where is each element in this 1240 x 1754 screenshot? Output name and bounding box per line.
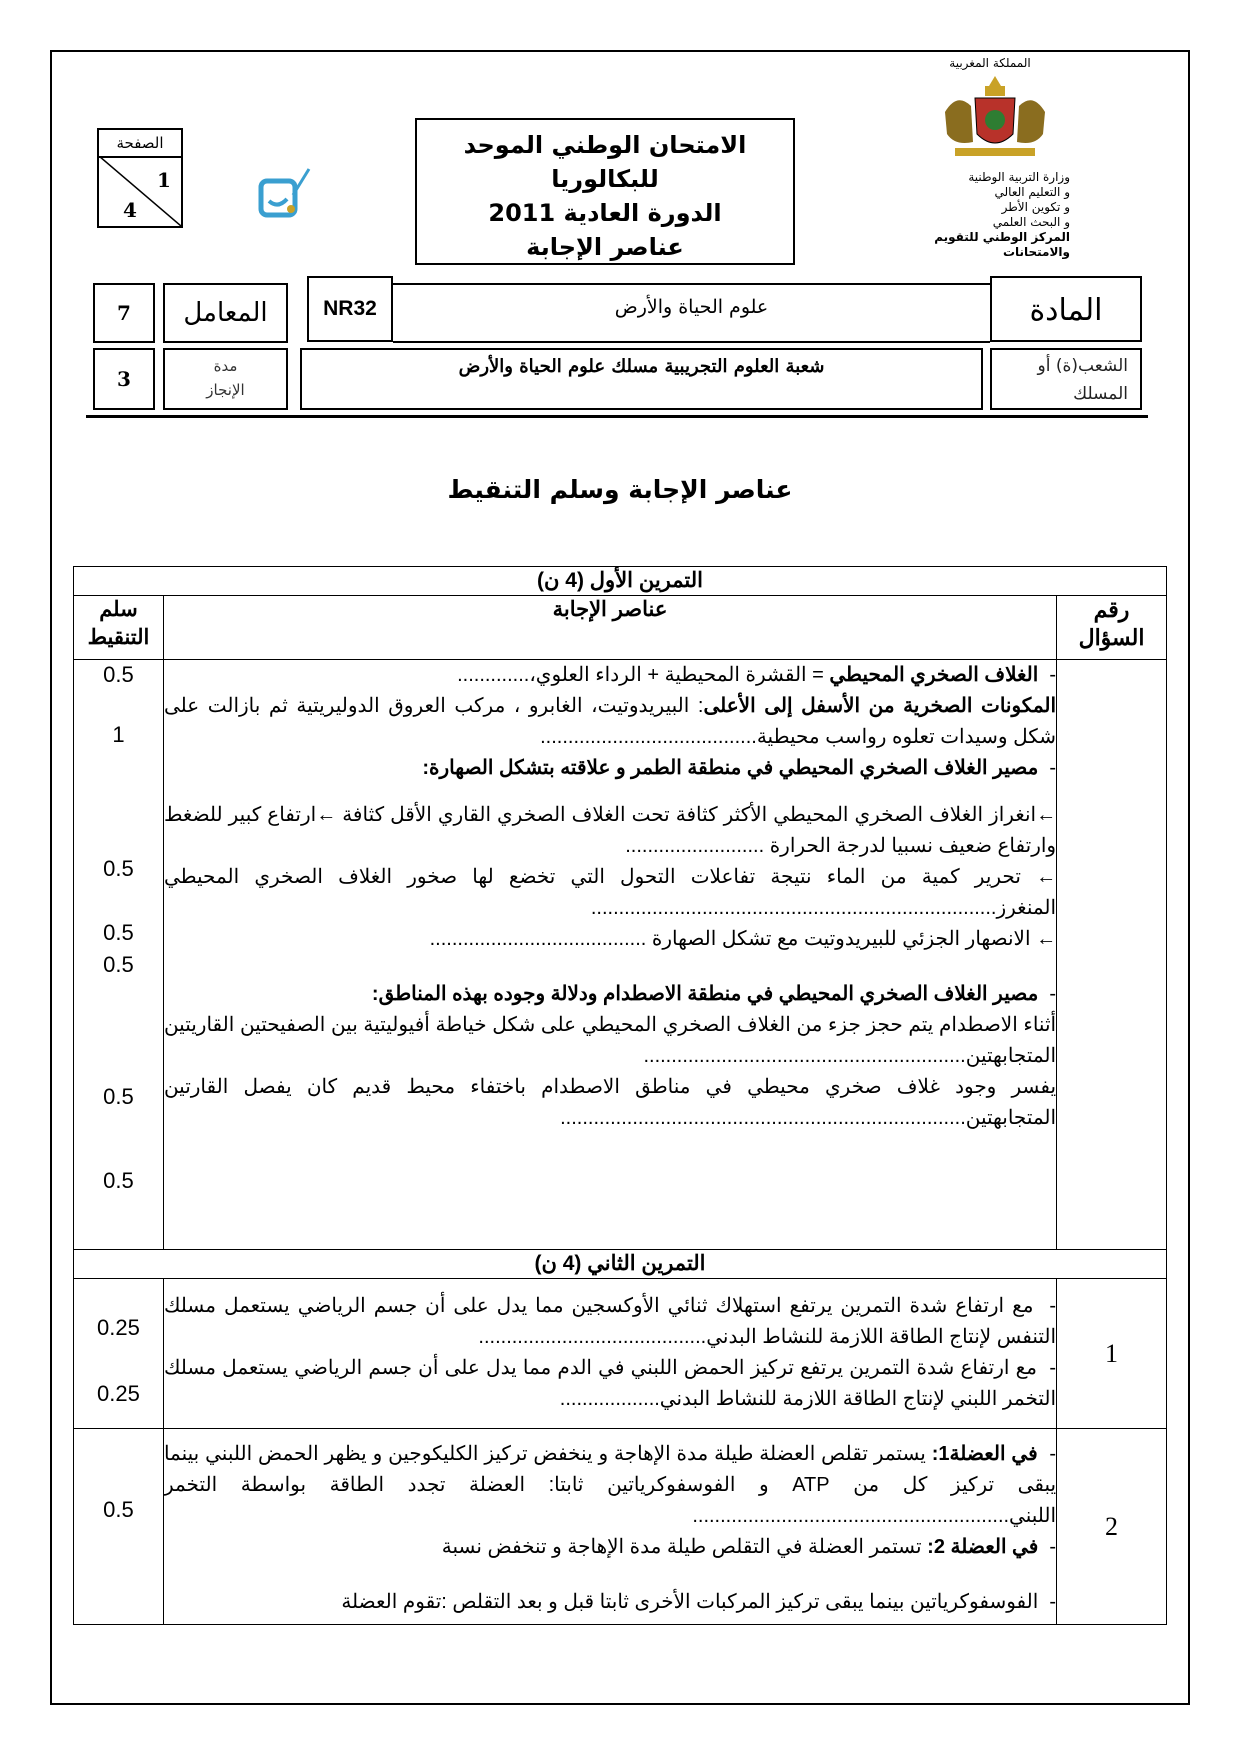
kingdom-label: المملكة المغربية xyxy=(949,56,1031,70)
exam-title: الامتحان الوطني الموحد للبكالوريا xyxy=(463,131,747,193)
point-value: 0.5 xyxy=(103,856,134,881)
coefficient-value: 7 xyxy=(93,283,155,343)
coefficient-label: المعامل xyxy=(163,283,288,343)
duration-label: مدة الإنجاز xyxy=(163,348,288,410)
col-points-header: سلم التنقيط xyxy=(74,596,164,660)
exercise-2-q1-points xyxy=(74,1279,164,1429)
point-value: 1 xyxy=(112,722,125,747)
exercise-1-points xyxy=(74,660,164,1250)
exam-title-box xyxy=(415,118,795,265)
exercise-1-title: التمرين الأول (4 ن) xyxy=(74,567,1167,596)
point-value: 0.25 xyxy=(97,1315,140,1340)
point-value: 0.5 xyxy=(103,952,134,977)
page-label: الصفحة xyxy=(99,130,181,158)
point-value: 0.5 xyxy=(103,662,134,687)
point-value: 0.5 xyxy=(103,1084,134,1109)
question-number: 2 xyxy=(1057,1429,1167,1625)
point-value: 0.5 xyxy=(103,920,134,945)
page-title: عناصر الإجابة وسلم التنقيط xyxy=(447,475,793,504)
point-value: 0.25 xyxy=(97,1381,140,1406)
subject-code: NR32 xyxy=(307,276,393,342)
branch-label: الشعب(ة) أو المسلك xyxy=(990,348,1142,410)
page-number-box xyxy=(97,128,183,228)
point-value: 0.5 xyxy=(103,1168,134,1193)
exercise-2-q2-answers: - في العضلة1: يستمر تقلص العضلة طيلة مدة الإهاجة و ينخفض تركيز الكليكوجين و يظهر الحمض اللبني بينما يبقى تركيز كل من ATP و الفوسفوكرياتين ثابتا: العضلة تجدد الطاقة بواسطة التخمر اللبني......................................................... - في العضلة 2: تستمر العضلة في التقلص طيلة مدة الإهاجة و تنخفض نسبة - الفوسفوكرياتين بينما يبقى تركيز المركبات الأخرى ثابتا قبل و بعد التقلص :تقوم العضلة xyxy=(163,1429,1056,1625)
ministry-block: وزارة التربية الوطنية و التعليم العالي و تكوين الأطر و البحث العلمي المركز الوطني للتقويم والامتحانات xyxy=(934,170,1070,259)
exercise-2-q1-answers: - مع ارتفاع شدة التمرين يرتفع استهلاك ثنائي الأوكسجين مما يدل على أن جسم الرياضي يستعمل مسلك التنفس لإنتاج الطاقة اللازمة للنشاط البدني......................................... - مع ارتفاع شدة التمرين يرتفع تركيز الحمض اللبني في الدم مما يدل على أن جسم الرياضي يستعمل مسلك التخمر اللبني لإنتاج الطاقة اللازمة للنشاط البدني.................. xyxy=(163,1279,1056,1429)
exercise-2-q2-points xyxy=(74,1429,164,1625)
page-current: 1 xyxy=(157,168,171,192)
header-rule xyxy=(86,415,1148,418)
exercise-1-answers: - الغلاف الصخري المحيطي = القشرة المحيطية + الرداء العلوي،............. المكونات الصخرية من الأسفل إلى الأعلى: البيريدوتيت، الغابرو ، مركب العروق الدوليريتية ثم بازالت على شكل وسيدات تعلوه رواسب محيطية....................................... - مصير الغلاف الصخري المحيطي في منطقة الطمر و علاقته بتشكل الصهارة: ←انغراز الغلاف الصخري المحيطي الأكثر كثافة تحت الغلاف الصخري القاري الأقل كثافة ←ارتفاع كبير للضغط وارتفاع ضعيف نسبيا لدرجة الحرارة ......................... ← تحرير كمية من الماء نتيجة تفاعلات التحول التي تخضع لها صخور الغلاف الصخري المحيطي المنغرز......................................................................... ← الانصهار الجزئي للبيريدوتيت مع تشكل الصهارة ....................................... - مصير الغلاف الصخري المحيطي في منطقة الاصطدام ودلالة وجوده بهذه المناطق: أثناء الاصطدام يتم حجز جزء من الغلاف الصخري المحيطي على شكل خياطة أفيوليتية بين الصفيحتين القاريتين المتجابهتين.......................................................... يفسر وجود غلاف صخري محيطي في مناطق الاصطدام باختفاء محيط قديم كان يفصل القارتين المتجابهتين......................................................................... xyxy=(163,660,1056,1250)
duration-value: 3 xyxy=(93,348,155,410)
exam-session: الدورة العادية 2011 xyxy=(488,199,722,227)
exercise-1-question-cell xyxy=(1057,660,1167,1250)
col-answer-header: عناصر الإجابة xyxy=(163,596,1056,660)
exercise-2-title: التمرين الثاني (4 ن) xyxy=(74,1250,1167,1279)
exam-center-logo-icon xyxy=(255,165,315,223)
page-total: 4 xyxy=(123,198,137,222)
subject-name: علوم الحياة والأرض xyxy=(393,283,990,343)
subject-label: المادة xyxy=(990,276,1142,342)
answers-table xyxy=(73,566,1167,1625)
coat-of-arms-icon xyxy=(935,72,1055,162)
question-number: 1 xyxy=(1057,1279,1167,1429)
point-value: 0.5 xyxy=(103,1497,134,1522)
col-question-header: رقم السؤال xyxy=(1057,596,1167,660)
branch-name: شعبة العلوم التجريبية مسلك علوم الحياة والأرض xyxy=(300,348,983,410)
doc-type: عناصر الإجابة xyxy=(526,233,684,261)
